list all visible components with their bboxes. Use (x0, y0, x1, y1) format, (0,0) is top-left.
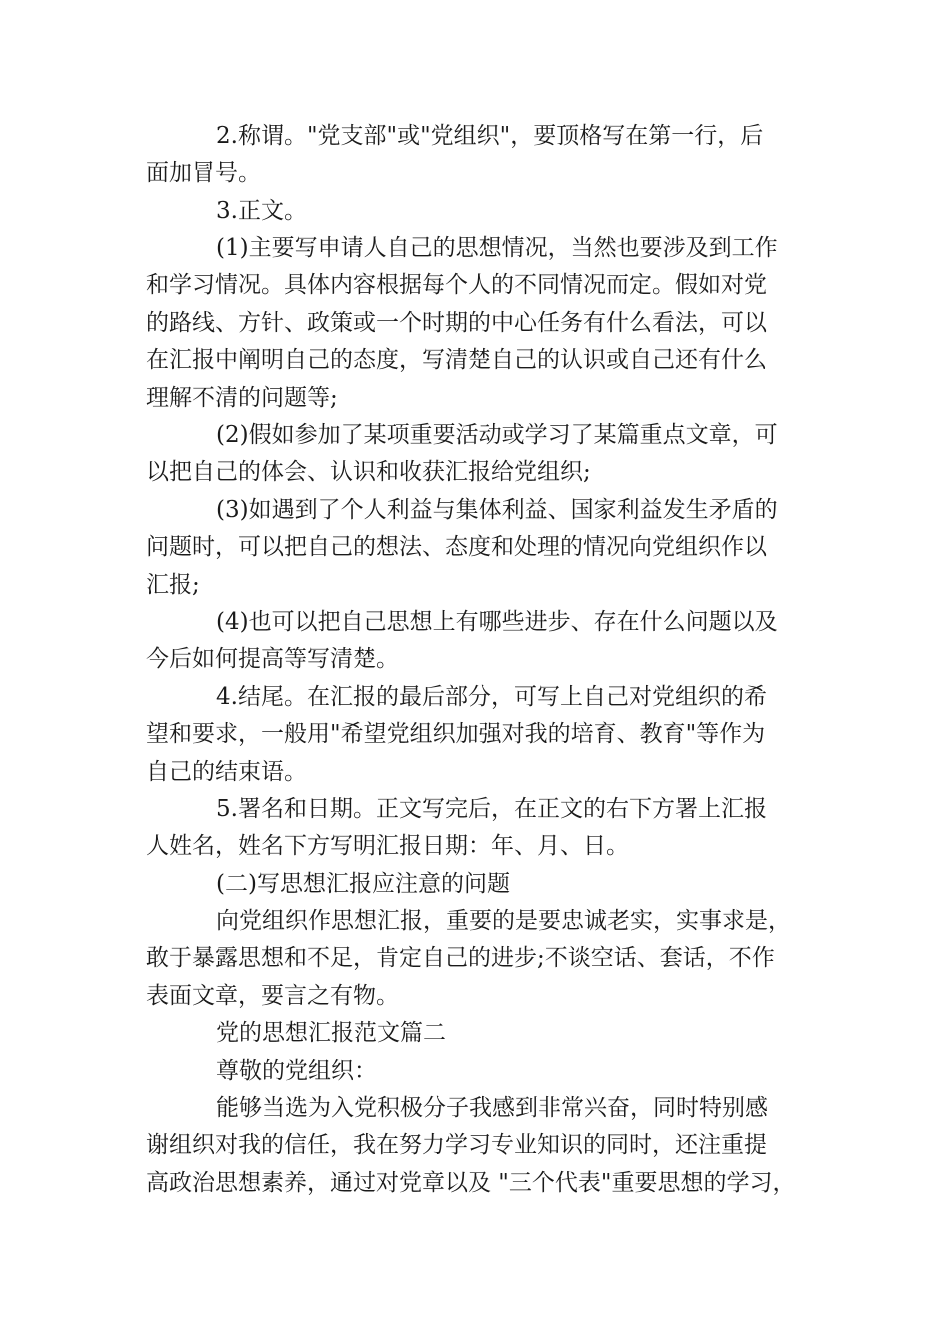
text-line: 望和要求，一般用"希望党组织加强对我的培育、教育"等作为 (146, 721, 766, 747)
text-line: 今后如何提高等写清楚。 (146, 646, 399, 672)
text-line: 2.称谓。"党支部"或"党组织"，要顶格写在第一行，后 (216, 123, 764, 149)
text-line: 的路线、方针、政策或一个时期的中心任务有什么看法，可以 (146, 310, 767, 336)
text-line: (4)也可以把自己思想上有哪些进步、存在什么问题以及 (216, 609, 778, 635)
salutation: 尊敬的党组织： (216, 1058, 377, 1084)
text-line: 4.结尾。在汇报的最后部分，可写上自己对党组织的希 (216, 684, 767, 710)
text-line: 以把自己的体会、认识和收获汇报给党组织; (146, 459, 591, 485)
text-line: (3)如遇到了个人利益与集体利益、国家利益发生矛盾的 (216, 497, 778, 523)
text-line: 自己的结束语。 (146, 759, 307, 785)
text-line: 人姓名，姓名下方写明汇报日期：年、月、日。 (146, 833, 629, 859)
section-heading: 党的思想汇报范文篇二 (216, 1020, 446, 1046)
text-line: 表面文章，要言之有物。 (146, 983, 399, 1009)
text-line: 能够当选为入党积极分子我感到非常兴奋，同时特别感 (216, 1095, 768, 1121)
text-line: 谢组织对我的信任，我在努力学习专业知识的同时，还注重提 (146, 1132, 767, 1158)
text-line: (2)假如参加了某项重要活动或学习了某篇重点文章，可 (216, 422, 778, 448)
text-line: 理解不清的问题等; (146, 385, 338, 411)
text-line: 向党组织作思想汇报，重要的是要忠诚老实，实事求是， (216, 908, 791, 934)
text-line: (二)写思想汇报应注意的问题 (216, 871, 510, 897)
text-line: (1)主要写申请人自己的思想情况，当然也要涉及到工作 (216, 235, 778, 261)
text-line: 汇报; (146, 572, 200, 598)
text-line: 高政治思想素养，通过对党章以及 "三个代表"重要思想的学习， (146, 1170, 796, 1196)
text-line: 3.正文。 (216, 198, 307, 224)
text-line: 面加冒号。 (146, 160, 261, 186)
text-line: 敢于暴露思想和不足，肯定自己的进步;不谈空话、套话，不作 (146, 945, 775, 971)
text-line: 和学习情况。具体内容根据每个人的不同情况而定。假如对党 (146, 272, 767, 298)
text-line: 问题时，可以把自己的想法、态度和处理的情况向党组织作以 (146, 534, 767, 560)
text-line: 5.署名和日期。正文写完后，在正文的右下方署上汇报 (216, 796, 767, 822)
text-line: 在汇报中阐明自己的态度，写清楚自己的认识或自己还有什么 (146, 347, 767, 373)
